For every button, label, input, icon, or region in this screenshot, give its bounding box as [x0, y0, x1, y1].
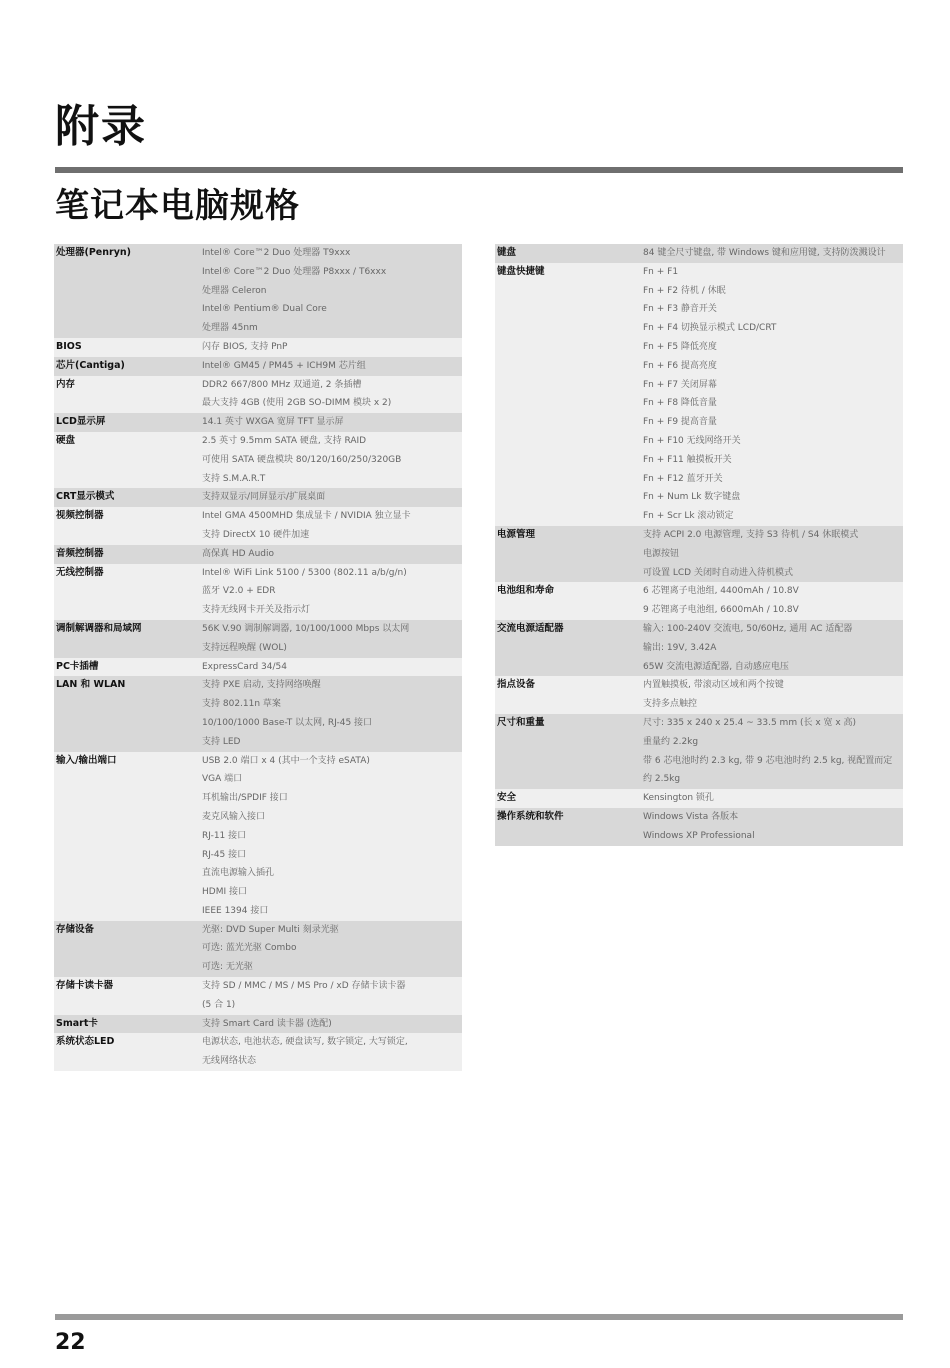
spec-value-line: Intel® Pentium® Dual Core — [202, 304, 327, 315]
spec-row — [495, 620, 903, 676]
spec-value-line: 支持无线网卡开关及指示灯 — [202, 605, 311, 616]
spec-value — [202, 376, 462, 414]
spec-value — [202, 413, 462, 432]
spec-value — [202, 507, 462, 545]
spec-value — [202, 620, 462, 658]
spec-row — [495, 244, 903, 263]
spec-value-line: 支持 802.11n 草案 — [202, 699, 281, 710]
spec-row — [54, 357, 462, 376]
spec-value-line: 尺寸: 335 x 240 x 25.4 ~ 33.5 mm (长 x 宽 x 高) — [643, 717, 857, 728]
spec-label: BIOS — [56, 340, 82, 352]
spec-label: LAN 和 WLAN — [56, 679, 126, 691]
spec-value-line: 2.5 英寸 9.5mm SATA 硬盘, 支持 RAID — [202, 435, 367, 446]
page-number: 22 — [55, 1330, 86, 1355]
spec-label: 存储卡读卡器 — [56, 980, 114, 992]
spec-value-line: 直流电源输入插孔 — [202, 868, 275, 879]
spec-row — [54, 244, 462, 338]
spec-value-line: RJ-45 接口 — [202, 849, 247, 860]
spec-row — [54, 752, 462, 921]
section-heading: 笔记本电脑规格 — [55, 186, 300, 226]
spec-label: 输入/输出端口 — [56, 754, 117, 766]
spec-value-line: 支持 LED — [202, 736, 241, 747]
spec-label: 指点设备 — [497, 679, 536, 691]
spec-value-line: 电源按钮 — [643, 548, 680, 559]
spec-value — [202, 338, 462, 357]
spec-label: Smart卡 — [56, 1017, 98, 1029]
spec-value-line: ExpressCard 34/54 — [202, 661, 287, 672]
spec-label: 调制解调器和局域网 — [56, 622, 142, 634]
spec-label: 电池组和寿命 — [497, 585, 555, 597]
spec-value-line: Fn + F7 关闭屏幕 — [643, 379, 717, 390]
spec-value-line: 6 芯锂离子电池组, 4400mAh / 10.8V — [643, 586, 799, 597]
spec-value-line: Intel® WiFi Link 5100 / 5300 (802.11 a/b/g/n) — [202, 567, 407, 578]
spec-value-line: 最大支持 4GB (使用 2GB SO-DIMM 模块 x 2) — [202, 398, 392, 409]
spec-value-line: 可选: 蓝光光驱 Combo — [202, 943, 297, 954]
spec-row — [54, 413, 462, 432]
spec-value — [202, 488, 462, 507]
spec-value — [202, 357, 462, 376]
top-divider — [55, 167, 903, 173]
spec-value-line: Intel GMA 4500MHD 集成显卡 / NVIDIA 独立显卡 — [202, 511, 411, 522]
spec-value — [643, 244, 903, 263]
spec-value-line: 麦克风输入接口 — [202, 811, 266, 822]
spec-value — [643, 714, 903, 789]
spec-value-line: DDR2 667/800 MHz 双通道, 2 条插槽 — [202, 379, 362, 390]
spec-value-line: 支持远程唤醒 (WOL) — [202, 642, 287, 653]
spec-row — [54, 376, 462, 414]
spec-value — [202, 564, 462, 620]
spec-label: 系统状态LED — [56, 1036, 115, 1048]
spec-value — [202, 752, 462, 921]
spec-value-line: 支持双显示/同屏显示/扩展桌面 — [202, 492, 326, 503]
spec-value — [643, 582, 903, 620]
spec-value-line: IEEE 1394 接口 — [202, 905, 269, 916]
spec-label: 内存 — [56, 378, 76, 390]
spec-value-line: 84 键全尺寸键盘, 带 Windows 键和应用键, 支持防泼溅设计 — [643, 248, 886, 258]
spec-row — [54, 338, 462, 357]
spec-label: 芯片(Cantiga) — [56, 359, 125, 371]
spec-label: 电源管理 — [497, 528, 536, 540]
spec-value — [643, 676, 903, 714]
spec-value-line: Intel® GM45 / PM45 + ICH9M 芯片组 — [202, 360, 366, 371]
spec-label: 尺寸和重量 — [497, 716, 545, 728]
spec-value-line: Fn + F1 — [643, 266, 679, 277]
spec-value-line: Windows Vista 各版本 — [643, 811, 739, 822]
spec-row — [495, 526, 903, 582]
spec-value-line: Intel® Core™2 Duo 处理器 T9xxx — [202, 248, 351, 258]
spec-value-line: 输入: 100-240V 交流电, 50/60Hz, 通用 AC 适配器 — [643, 623, 853, 634]
spec-value-line: Fn + Num Lk 数字键盘 — [643, 492, 741, 503]
page-heading: 附录 — [55, 101, 147, 152]
spec-label: 硬盘 — [56, 434, 76, 446]
spec-value — [643, 263, 903, 526]
spec-value-line: 处理器 45nm — [202, 323, 258, 334]
spec-label: 存储设备 — [56, 923, 95, 935]
spec-value-line: 支持 PXE 启动, 支持网络唤醒 — [202, 680, 321, 691]
spec-row — [54, 1033, 462, 1071]
spec-value-line: Fn + F3 静音开关 — [643, 304, 717, 315]
spec-value-line: Fn + F9 提高音量 — [643, 417, 717, 428]
spec-value-line: 无线网络状态 — [202, 1056, 257, 1067]
spec-value-line: 带 6 芯电池时约 2.3 kg, 带 9 芯电池时约 2.5 kg, 视配置而定 — [643, 755, 893, 766]
spec-value-line: Fn + F4 切换显示模式 LCD/CRT — [643, 323, 777, 334]
spec-value — [202, 658, 462, 677]
spec-label: 安全 — [497, 792, 517, 804]
spec-value-line: VGA 端口 — [202, 774, 243, 785]
spec-value-line: Fn + F12 蓝牙开关 — [643, 473, 723, 484]
spec-value-line: Fn + F2 待机 / 休眠 — [643, 285, 726, 296]
spec-value — [202, 1033, 462, 1071]
spec-row — [495, 808, 903, 846]
spec-value-line: 支持 Smart Card 读卡器 (选配) — [202, 1018, 332, 1029]
spec-row — [54, 564, 462, 620]
spec-value-line: 重量约 2.2kg — [643, 736, 699, 747]
spec-label: 视频控制器 — [56, 510, 104, 522]
spec-value-line: Intel® Core™2 Duo 处理器 P8xxx / T6xxx — [202, 266, 387, 277]
spec-label: 无线控制器 — [56, 566, 104, 578]
spec-value-line: 输出: 19V, 3.42A — [643, 642, 717, 653]
spec-value — [202, 676, 462, 751]
spec-value-line: Fn + F8 降低音量 — [643, 398, 717, 409]
spec-row — [54, 507, 462, 545]
spec-row — [54, 921, 462, 977]
spec-value — [202, 1015, 462, 1034]
spec-label: PC卡插槽 — [56, 660, 99, 672]
spec-value-line: 14.1 英寸 WXGA 宽屏 TFT 显示屏 — [202, 417, 344, 428]
spec-label: 操作系统和软件 — [497, 810, 564, 822]
spec-value-line: 10/100/1000 Base-T 以太网, RJ-45 接口 — [202, 717, 373, 728]
spec-value-line: 56K V.90 调制解调器, 10/100/1000 Mbps 以太网 — [202, 623, 410, 634]
spec-value-line: 高保真 HD Audio — [202, 548, 275, 559]
spec-table-right — [495, 244, 903, 846]
spec-value-line: 可设置 LCD 关闭时自动进入待机模式 — [643, 567, 793, 578]
spec-value-line: Windows XP Professional — [643, 830, 755, 841]
spec-value-line: 内置触摸板, 带滚动区域和两个按键 — [643, 680, 784, 691]
spec-value — [643, 526, 903, 582]
spec-row — [54, 658, 462, 677]
spec-row — [495, 789, 903, 808]
spec-value-line: Fn + F5 降低亮度 — [643, 341, 717, 352]
spec-value — [202, 977, 462, 1015]
spec-value-line: 耳机输出/SPDIF 接口 — [202, 793, 288, 804]
spec-value-line: 9 芯锂离子电池组, 6600mAh / 10.8V — [643, 605, 799, 616]
spec-value — [643, 620, 903, 676]
spec-value-line: (5 合 1) — [202, 999, 236, 1010]
spec-value — [643, 808, 903, 846]
spec-value-line: 支持 ACPI 2.0 电源管理, 支持 S3 待机 / S4 休眠模式 — [643, 529, 859, 540]
spec-row — [495, 714, 903, 789]
spec-row — [54, 1015, 462, 1034]
spec-value-line: 65W 交流电源适配器, 自动感应电压 — [643, 661, 789, 672]
spec-value-line: 支持 S.M.A.R.T — [202, 473, 266, 484]
spec-value — [202, 244, 462, 338]
spec-value-line: RJ-11 接口 — [202, 830, 247, 841]
spec-value-line: USB 2.0 端口 x 4 (其中一个支持 eSATA) — [202, 755, 370, 766]
spec-value-line: HDMI 接口 — [202, 887, 247, 898]
spec-value-line: Fn + F6 提高亮度 — [643, 360, 717, 371]
spec-value — [202, 545, 462, 564]
spec-label: 音频控制器 — [56, 547, 104, 559]
spec-value-line: 电源状态, 电池状态, 硬盘读写, 数字锁定, 大写锁定, — [202, 1037, 408, 1048]
spec-row — [54, 488, 462, 507]
spec-value-line: 支持多点触控 — [643, 699, 698, 710]
spec-row — [54, 545, 462, 564]
spec-value-line: Fn + F10 无线网络开关 — [643, 435, 741, 446]
spec-row — [495, 676, 903, 714]
spec-value-line: 光驱: DVD Super Multi 刻录光驱 — [202, 924, 339, 935]
spec-value-line: 约 2.5kg — [643, 774, 681, 785]
spec-value — [202, 432, 462, 488]
bottom-divider — [55, 1314, 903, 1320]
spec-label: 键盘快捷键 — [497, 265, 545, 277]
spec-label: LCD显示屏 — [56, 416, 106, 428]
spec-row — [54, 432, 462, 488]
spec-row — [54, 676, 462, 751]
spec-row — [495, 582, 903, 620]
spec-value-line: 可选: 无光驱 — [202, 962, 253, 973]
spec-value-line: 蓝牙 V2.0 + EDR — [202, 586, 276, 597]
spec-value — [202, 921, 462, 977]
spec-row — [54, 620, 462, 658]
spec-value-line: 处理器 Celeron — [202, 285, 267, 296]
spec-value-line: Fn + F11 触摸板开关 — [643, 454, 732, 465]
spec-table-left — [54, 244, 462, 1071]
spec-row — [495, 263, 903, 526]
spec-label: CRT显示模式 — [56, 491, 115, 503]
spec-value-line: Kensington 锁孔 — [643, 793, 714, 804]
spec-value-line: 支持 SD / MMC / MS / MS Pro / xD 存储卡读卡器 — [202, 981, 406, 992]
spec-value-line: Fn + Scr Lk 滚动锁定 — [643, 511, 734, 522]
spec-row — [54, 977, 462, 1015]
spec-label: 键盘 — [497, 247, 517, 258]
spec-label: 处理器(Penryn) — [56, 247, 131, 258]
spec-value — [643, 789, 903, 808]
spec-label: 交流电源适配器 — [497, 622, 564, 634]
spec-value-line: 支持 DirectX 10 硬件加速 — [202, 529, 310, 540]
spec-value-line: 闪存 BIOS, 支持 PnP — [202, 341, 288, 352]
spec-value-line: 可使用 SATA 硬盘模块 80/120/160/250/320GB — [202, 454, 402, 465]
